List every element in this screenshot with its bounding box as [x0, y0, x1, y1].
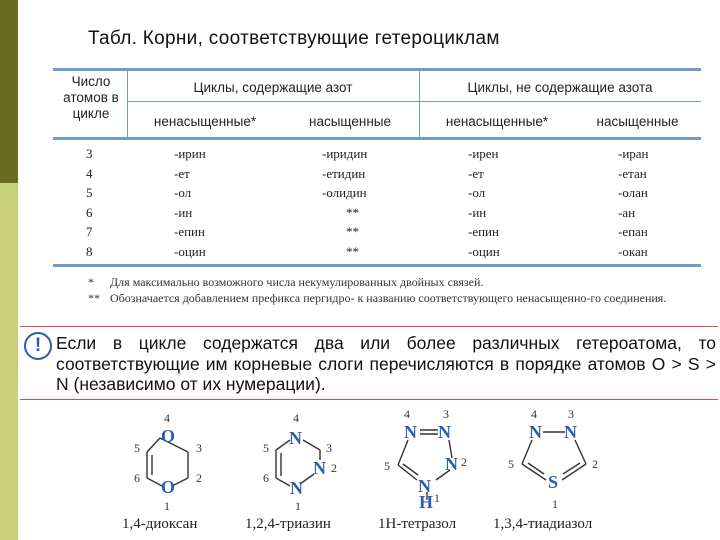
table-cell-root: ** [346, 204, 359, 220]
tetrazole-num5: 5 [384, 459, 390, 473]
table-cell-root: -ирин [174, 146, 206, 161]
triazine-num5: 5 [263, 441, 269, 455]
subheader-unsat: ненасыщенные* [445, 114, 549, 129]
tetrazole-n3: N [438, 422, 451, 442]
triazine-n2: N [313, 458, 326, 478]
tetrazole-n4: N [404, 422, 417, 442]
triazine-num3: 3 [326, 441, 332, 455]
table-cell-atoms: 6 [86, 204, 93, 220]
header-atoms-count: Число атомов в цикле [63, 74, 119, 121]
table-cell-atoms: 5 [86, 185, 93, 200]
subheader-sat-n: насыщенные [308, 114, 391, 129]
thiadiazole-num1: 1 [552, 497, 558, 511]
footnote-1-text: Для максимально возможного числа некумулированных двойных связей. [110, 275, 484, 289]
table-cell-root: -ол [468, 185, 486, 200]
table-cell-root: -етидин [322, 165, 366, 181]
table-cell-root: -етан [618, 165, 647, 181]
table-cell-root: -оцин [468, 243, 500, 259]
sidebar-dark-band [0, 0, 18, 183]
thiadiazole-num4: 4 [531, 407, 537, 421]
dioxane-n4: 4 [164, 411, 170, 425]
table-cell-root: -окан [618, 243, 648, 259]
triazine-n4: N [289, 428, 302, 448]
dioxane-n2: 2 [196, 471, 202, 485]
label-dioxane: 1,4-диоксан [122, 516, 198, 532]
tetrazole-num3: 3 [443, 407, 449, 421]
exclamation-icon: ! [24, 332, 52, 360]
table-cell-root: ** [346, 224, 359, 239]
table-cell-root: -ирен [468, 146, 499, 161]
table-cell-root: -олидин [322, 185, 367, 200]
dioxane-o2: O [161, 477, 176, 497]
tetrazole-n1: N [418, 476, 431, 496]
header-with-nitrogen: Циклы, содержащие азот [193, 80, 353, 95]
label-tetrazole: 1H-тетразол [378, 516, 457, 532]
thiadiazole-num5: 5 [508, 457, 514, 471]
table-cell-root: -епан [618, 224, 648, 239]
table-cell-atoms: 4 [86, 165, 93, 181]
dioxane-o1: O [161, 426, 176, 446]
table-cell-root: -ан [618, 204, 636, 220]
table-cell-root: -епин [468, 224, 499, 239]
table-header-rule [53, 137, 701, 140]
table-cell-root: -ол [174, 185, 192, 200]
table-cell-root: -ет [174, 165, 190, 181]
triazine-num2: 2 [331, 461, 337, 475]
tetrazole-n2: N [445, 454, 458, 474]
triazine-n1: N [290, 478, 303, 498]
table-cell-root: ** [346, 243, 359, 259]
tetrazole-num4: 4 [404, 407, 410, 421]
subheader-sat: насыщенные [596, 114, 679, 129]
footnote-1-mark: * [88, 275, 94, 289]
thiadiazole-num2: 2 [592, 457, 598, 471]
triazine-num1: 1 [295, 499, 301, 513]
callout-text: Если в цикле содержатся два или более различных гетероатома, то соответствующие им корневые слоги перечисляются в порядке атомов O > S > N (независимо от их нумерации). [56, 333, 716, 394]
thiadiazole-n3: N [564, 422, 577, 442]
dioxane-n1: 1 [164, 499, 170, 513]
table-cell-root: -иридин [322, 146, 368, 161]
dioxane-n6: 6 [134, 471, 140, 485]
table-cell-atoms: 8 [86, 243, 93, 259]
table-cell-root: -оцин [174, 243, 206, 259]
thiadiazole-s: S [548, 472, 559, 492]
thiadiazole-n4: N [529, 422, 542, 442]
table-cell-atoms: 3 [86, 146, 93, 161]
page-title: Табл. Корни, соответствующие гетероциклам [88, 28, 500, 49]
label-thiadiazole: 1,3,4-тиадиазол [493, 516, 593, 532]
thiadiazole-num3: 3 [568, 407, 574, 421]
label-triazine: 1,2,4-триазин [245, 516, 331, 532]
table-cell-atoms: 7 [86, 224, 93, 239]
dioxane-n3: 3 [196, 441, 202, 455]
tetrazole-h: H [419, 492, 434, 512]
table-cell-root: -ин [468, 204, 487, 220]
footnote-2-mark: ** [88, 291, 100, 305]
table-cell-root: -олан [618, 185, 648, 200]
structures-figure [0, 400, 720, 540]
tetrazole-num1: 1 [434, 491, 440, 505]
table-top-rule [53, 68, 701, 71]
tetrazole-num2: 2 [461, 455, 467, 469]
triazine-num6: 6 [263, 471, 269, 485]
table-cell-root: -епин [174, 224, 205, 239]
triazine-num4: 4 [293, 411, 299, 425]
table-bottom-rule [53, 264, 701, 267]
table-cell-root: -иран [618, 146, 649, 161]
table-cell-root: -ет [468, 165, 484, 181]
header-without-nitrogen: Циклы, не содержащие азота [467, 80, 653, 95]
footnote-2-text: Обозначается добавлением префикса пергидро- к названию соответствующего ненасыщенно-го соединения. [110, 291, 667, 305]
table-cell-root: -ин [174, 204, 193, 220]
table-mid-rule [127, 101, 701, 102]
dioxane-n5: 5 [134, 441, 140, 455]
subheader-unsat-n: ненасыщенные* [153, 114, 257, 129]
